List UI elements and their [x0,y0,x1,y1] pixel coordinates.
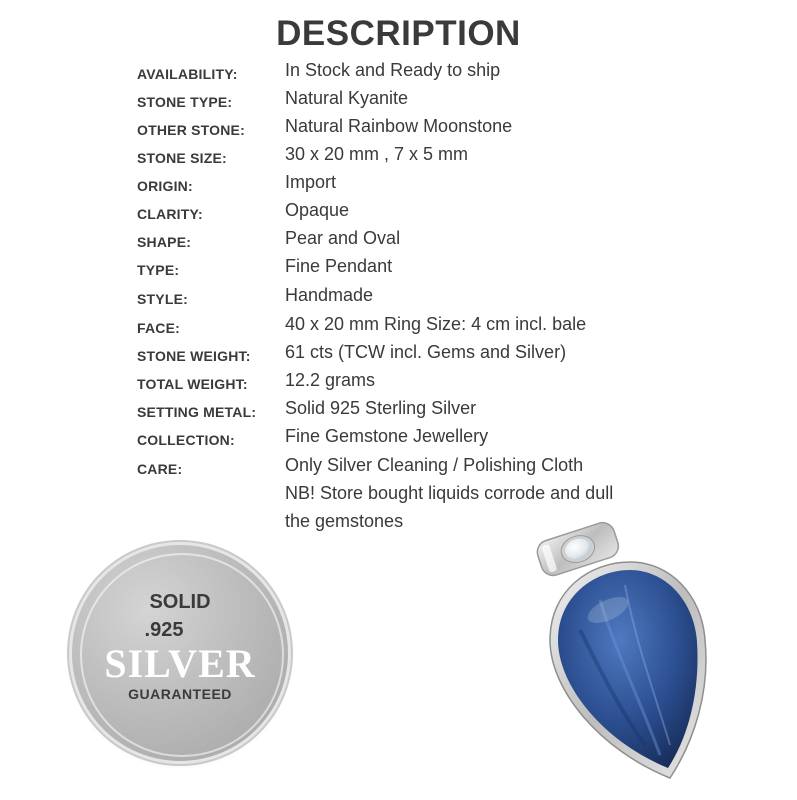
spec-label: SETTING METAL: [137,404,257,420]
spec-value: Import [285,172,337,192]
spec-value: Only Silver Cleaning / Polishing Cloth [285,455,584,475]
page-title: DESCRIPTION [276,14,521,53]
spec-row-stone-weight [0,340,797,368]
badge-solid-text: SOLID [149,591,211,613]
spec-value: Natural Kyanite [285,88,409,108]
spec-value: Solid 925 Sterling Silver [285,398,477,418]
spec-label: CARE: [137,461,183,477]
spec-label: TYPE: [137,262,180,278]
spec-label: STYLE: [137,291,188,307]
spec-label: STONE SIZE: [137,150,227,166]
spec-row-stone-size [0,142,797,170]
spec-value: 12.2 grams [285,370,376,390]
spec-value: Handmade [285,285,374,305]
kyanite-pendant-image [520,510,720,785]
spec-row-care [0,453,797,481]
spec-row-total-weight [0,368,797,396]
spec-row-style [0,283,797,311]
silver-guarantee-badge [72,545,288,761]
spec-row-face [0,312,797,340]
badge-925-text: .925 [144,619,184,641]
spec-label: CLARITY: [137,206,203,222]
spec-label: ORIGIN: [137,178,193,194]
spec-row-setting-metal [0,396,797,424]
spec-label: COLLECTION: [137,432,235,448]
spec-value: 40 x 20 mm Ring Size: 4 cm incl. bale [285,314,587,334]
spec-row-clarity [0,198,797,226]
spec-value: In Stock and Ready to ship [285,60,501,80]
spec-row-stone-type [0,86,797,114]
care-note-line-2: the gemstones [285,511,404,531]
spec-value: 61 cts (TCW incl. Gems and Silver) [285,342,567,362]
spec-row-type [0,254,797,282]
spec-value: Pear and Oval [285,228,401,248]
care-note-line-1: NB! Store bought liquids corrode and dull [285,483,614,503]
spec-value: Opaque [285,200,350,220]
spec-label: SHAPE: [137,234,192,250]
spec-label: AVAILABILITY: [137,66,238,82]
spec-label: TOTAL WEIGHT: [137,376,248,392]
spec-label: STONE TYPE: [137,94,233,110]
spec-row-collection [0,424,797,452]
spec-row-availability [0,58,797,86]
spec-value: Fine Pendant [285,256,393,276]
spec-label: FACE: [137,320,180,336]
spec-label: STONE WEIGHT: [137,348,251,364]
spec-label: OTHER STONE: [137,122,245,138]
spec-value: Natural Rainbow Moonstone [285,116,513,136]
badge-silver-text: SILVER [104,641,256,686]
spec-value: 30 x 20 mm , 7 x 5 mm [285,144,469,164]
badge-guaranteed-text: GUARANTEED [128,686,232,702]
spec-value: Fine Gemstone Jewellery [285,426,489,446]
spec-row-origin [0,170,797,198]
spec-row-other-stone [0,114,797,142]
spec-row-shape [0,226,797,254]
